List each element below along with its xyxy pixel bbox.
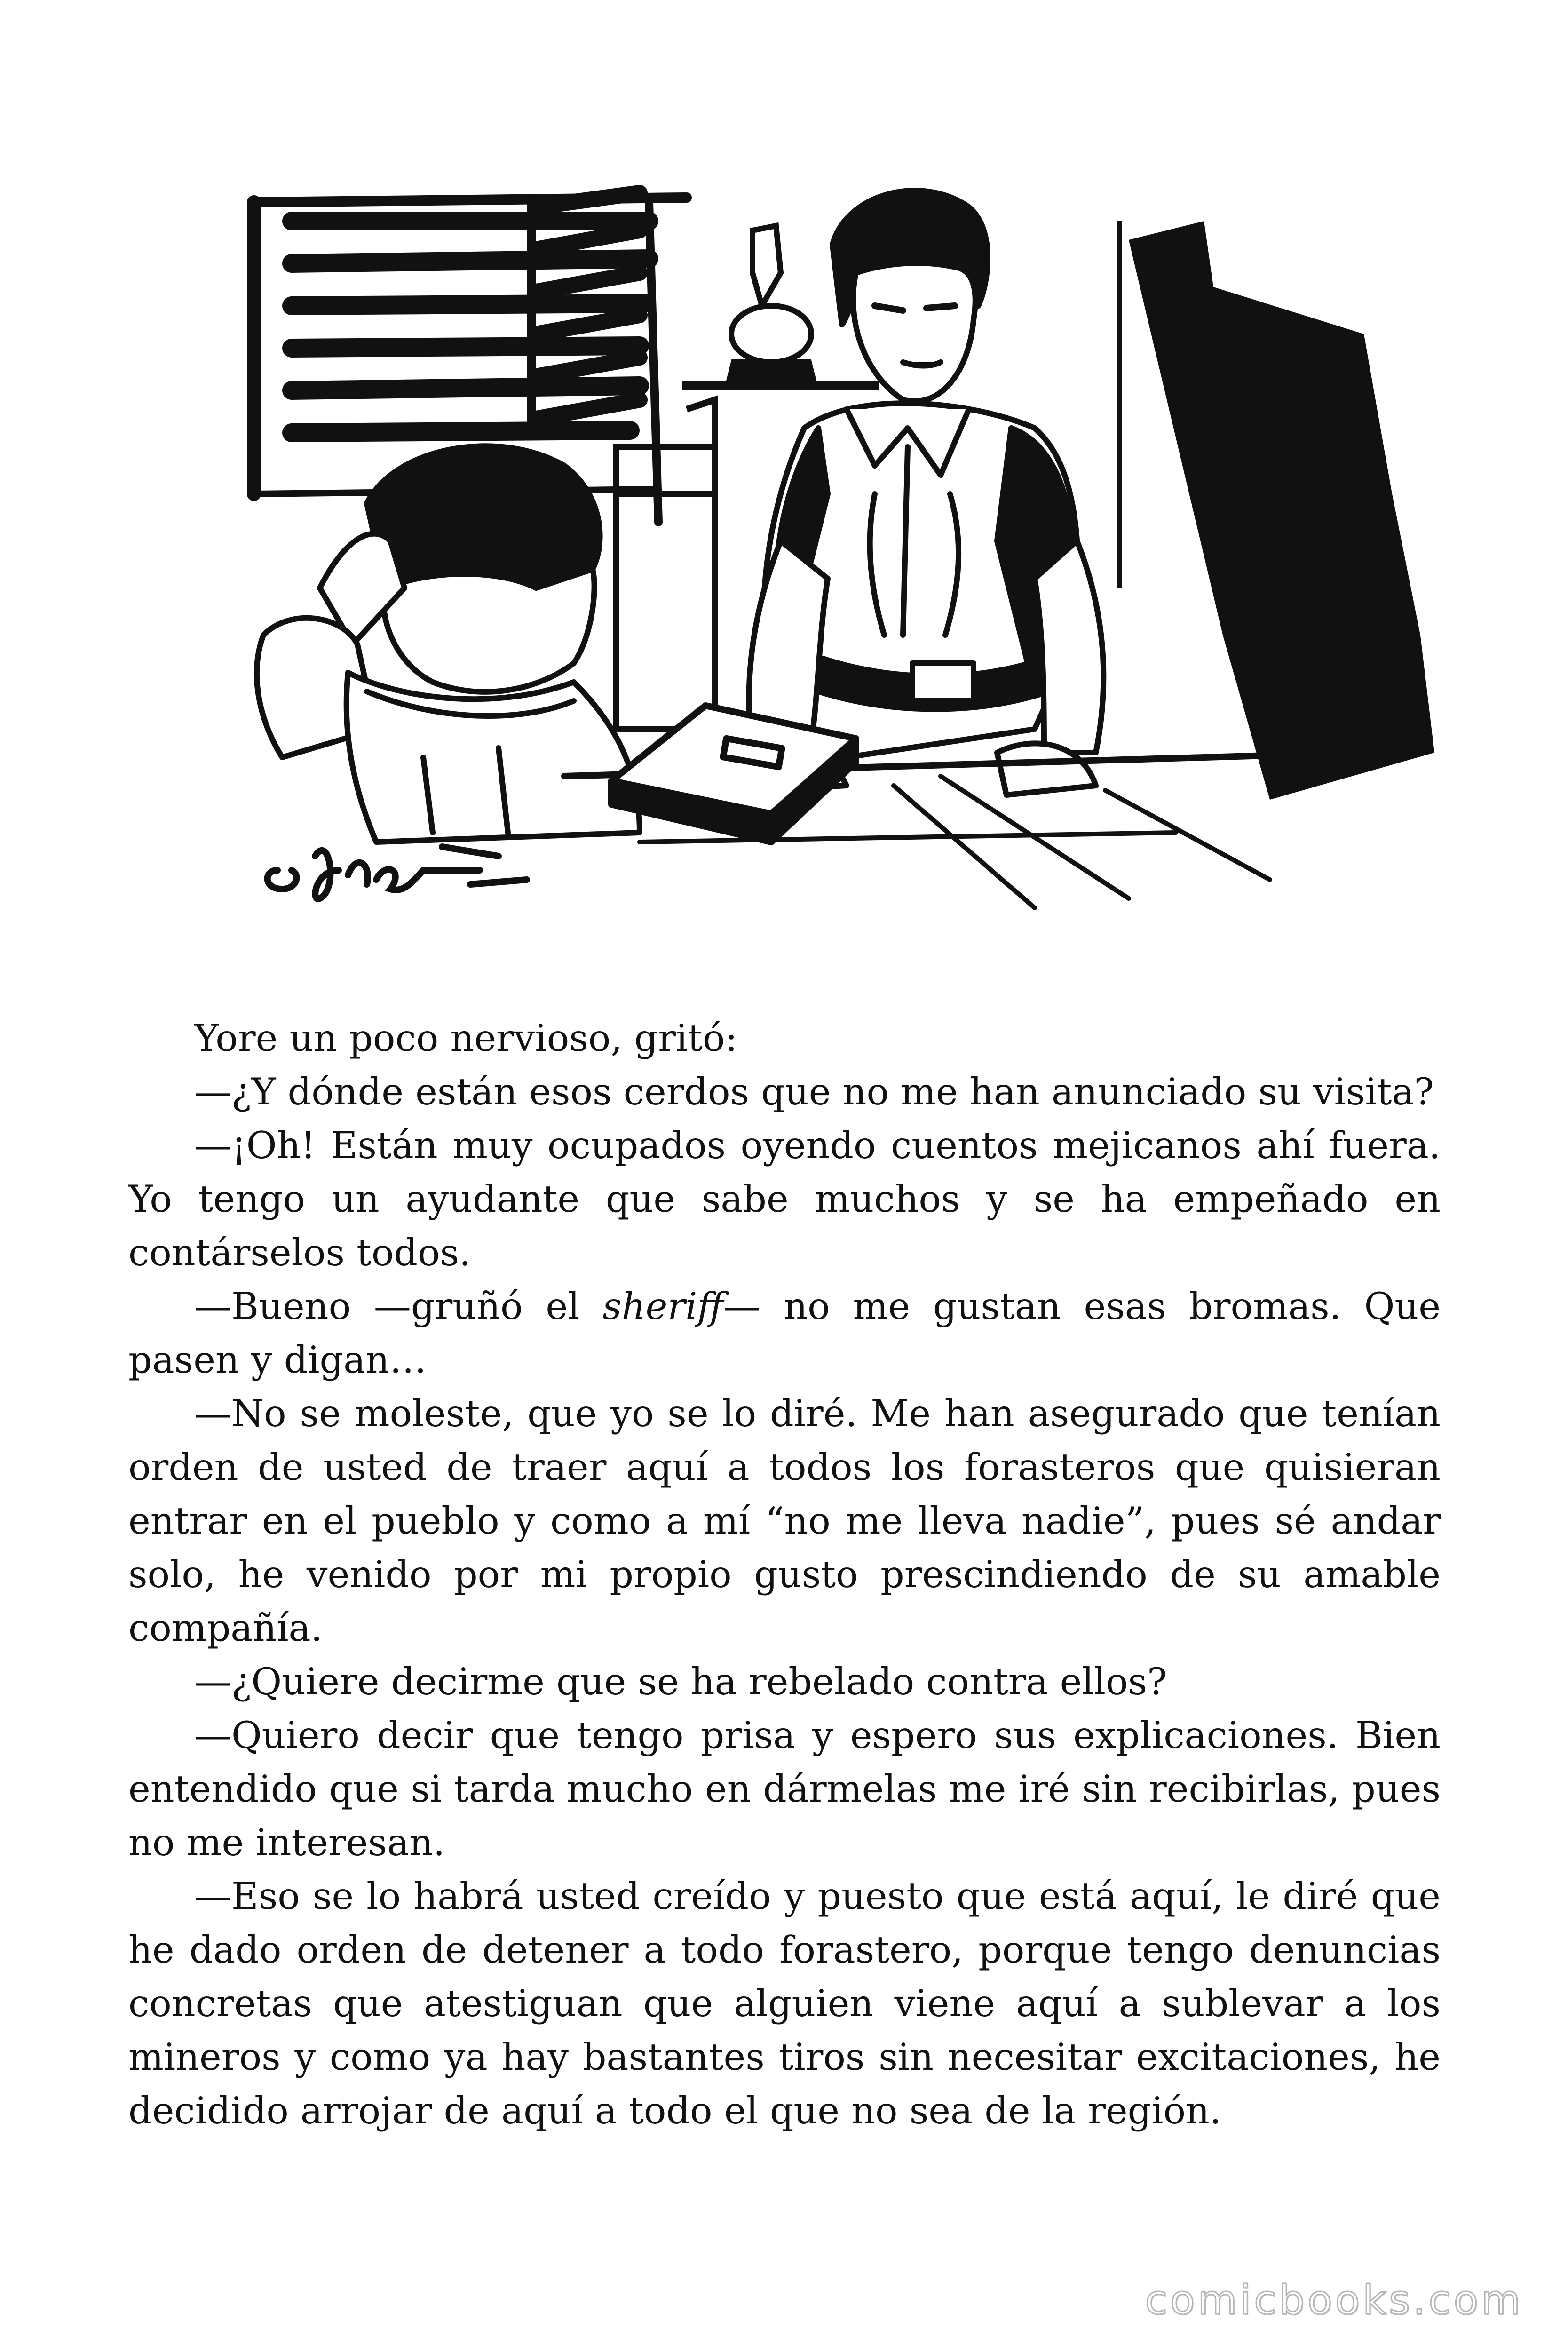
site-watermark: comicbooks.com xyxy=(1145,2277,1523,2324)
story-text xyxy=(128,1011,1441,2137)
paragraph-7: —Quiero decir que tengo prisa y espero sus explicaciones. Bien entendido que si tarda mucho en dármelas me iré sin recibirlas, pues no me interesan. xyxy=(128,1714,1441,1864)
paragraph-4-part-2: — no me gustan esas bromas. Que pasen y digan… xyxy=(128,1285,1441,1382)
seated-man xyxy=(257,446,640,842)
paragraph-1: Yore un poco nervioso, gritó: xyxy=(194,1017,738,1060)
paragraph-4-emphasis: sheriff xyxy=(602,1285,724,1328)
paragraph-5: —No se moleste, que yo se lo diré. Me han asegurado que tenían orden de usted de traer aquí a todos los forasteros que quisieran entrar en el pueblo y como a mí “no me lleva nadie”, pues sé andar solo, he venido por mi propio gusto prescindiendo de su amable compañía. xyxy=(128,1392,1441,1650)
artist-signature xyxy=(268,847,527,899)
paragraph-2: —¿Y dónde están esos cerdos que no me han anunciado su visita? xyxy=(194,1070,1434,1113)
paragraph-4 xyxy=(128,1279,1441,1387)
paragraph-6: —¿Quiere decirme que se ha rebelado contra ellos? xyxy=(194,1660,1167,1703)
paragraph-4-part-1: —Bueno —gruñó el xyxy=(194,1285,603,1328)
western-office-illustration xyxy=(235,165,1458,908)
dark-wall xyxy=(1129,221,1434,800)
paragraph-3: —¡Oh! Están muy ocupados oyendo cuentos mejicanos ahí fuera. Yo tengo un ayudante que sabe muchos y se ha empeñado en contárselos todos. xyxy=(128,1124,1441,1274)
cabinet xyxy=(616,400,715,753)
standing-man xyxy=(749,191,1104,795)
paragraph-8: —Eso se lo habrá usted creído y puesto que está aquí, le diré que he dado orden de detener a todo forastero, porque tengo denuncias concretas que atestiguan que alguien viene aquí a sublevar a los mineros y como ya hay bastantes tiros sin necesitar excitaciones, he decidido arrojar de aquí a todo el que no sea de la región. xyxy=(128,1875,1441,2132)
